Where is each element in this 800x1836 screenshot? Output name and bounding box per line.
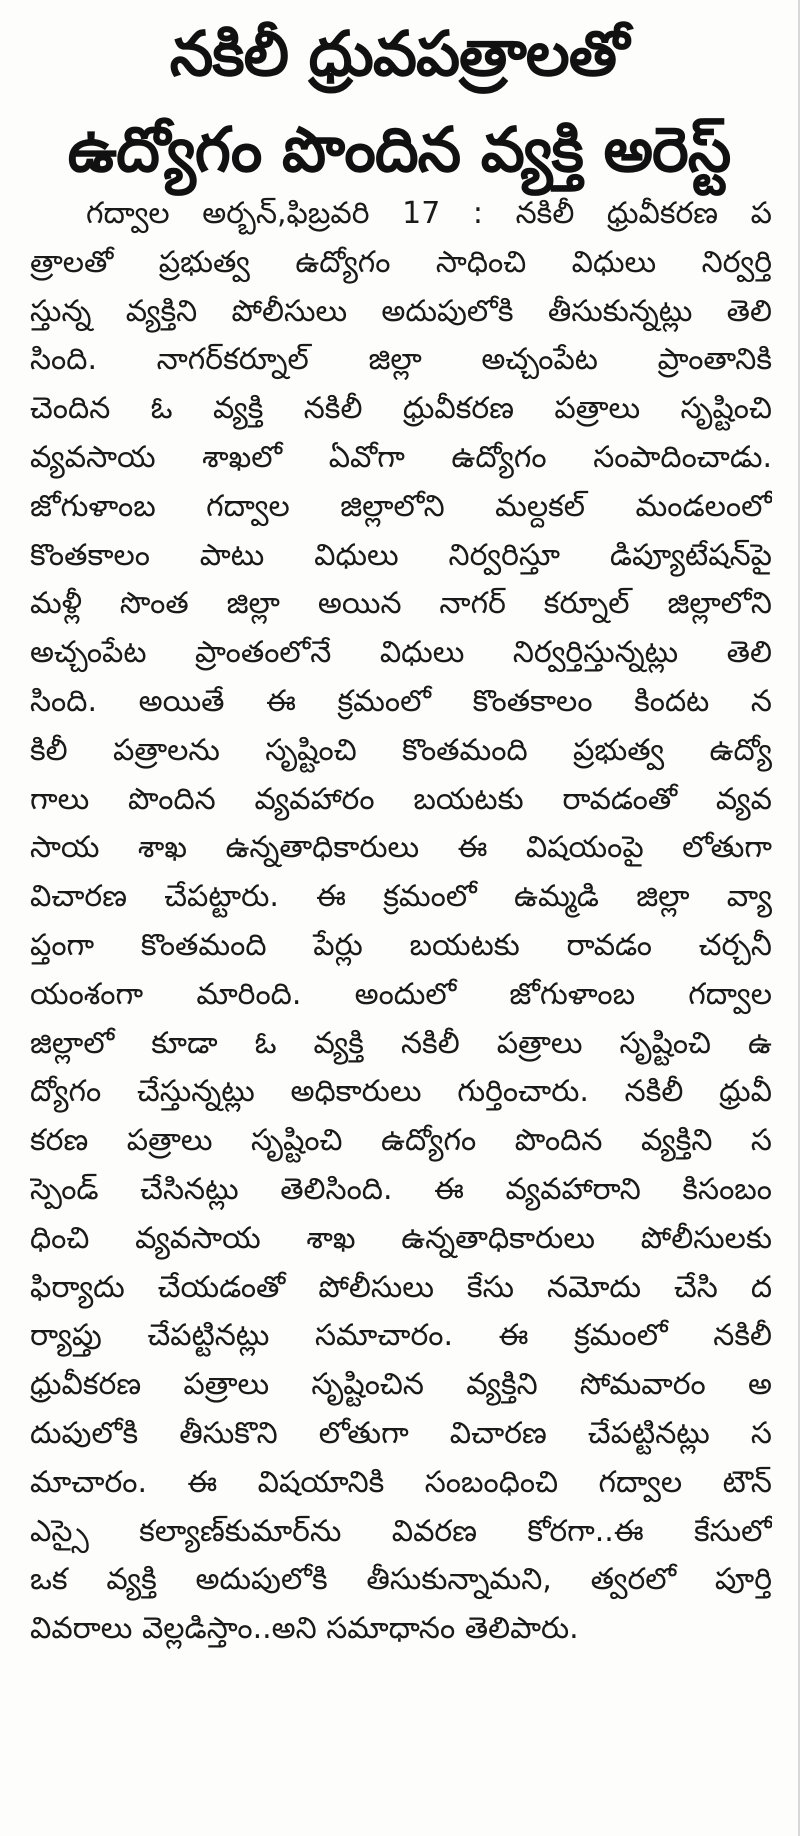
headline xyxy=(0,0,798,198)
body-line: గాలు పొందిన వ్యవహారం బయటకు రావడంతో వ్యవ xyxy=(30,781,772,817)
body-line: ధించి వ్యవసాయ శాఖ ఉన్నతాధికారులు పోలీసులకు xyxy=(30,1220,772,1256)
body-line: ఎస్సై కల్యాణ్‌కుమార్‌ను వివరణ కోరగా..ఈ కేసులో xyxy=(30,1513,772,1549)
body-line: ప్తంగా కొంతమంది పేర్లు బయటకు రావడం చర్చనీ xyxy=(30,927,772,963)
body-line: చెందిన ఓ వ్యక్తి నకిలీ ధ్రువీకరణ పత్రాలు సృష్టించి xyxy=(30,391,772,427)
body-line: కిలీ పత్రాలను సృష్టించి కొంతమంది ప్రభుత్వ ఉద్యో xyxy=(30,732,772,768)
body-line: జోగుళాంబ గద్వాల జిల్లాలోని మల్దకల్ మండలంలో xyxy=(30,488,772,524)
body-line: గద్వాల అర్బన్,ఫిబ్రవరి 17 : నకిలీ ధ్రువీకరణ ప xyxy=(86,196,772,231)
body-line: స్తున్న వ్యక్తిని పోలీసులు అదుపులోకి తీసుకున్నట్లు తెలి xyxy=(30,293,772,329)
body-line: సింది. అయితే ఈ క్రమంలో కొంతకాలం కిందట న xyxy=(30,683,772,719)
body-line: కొంతకాలం పాటు విధులు నిర్వరిస్తూ డిప్యూటేషన్‌పై xyxy=(30,537,772,573)
body-line: సింది. నాగర్‌కర్నూల్ జిల్లా అచ్చంపేట ప్రాంతానికి xyxy=(30,342,772,378)
body-line: ఫిర్యాదు చేయడంతో పోలీసులు కేసు నమోదు చేసి ద xyxy=(30,1269,772,1305)
body-line: సాయ శాఖ ఉన్నతాధికారులు ఈ విషయంపై లోతుగా xyxy=(30,830,772,866)
body-line: విచారణ చేపట్టారు. ఈ క్రమంలో ఉమ్మడి జిల్లా వ్యా xyxy=(30,879,772,915)
body-line: ఒక వ్యక్తి అదుపులోకి తీసుకున్నామని, త్వరలో పూర్తి xyxy=(30,1562,772,1598)
article-body xyxy=(30,190,772,1654)
body-line: ధ్రువీకరణ పత్రాలు సృష్టించిన వ్యక్తిని సోమవారం అ xyxy=(30,1367,772,1403)
body-line: స్పెండ్ చేసినట్లు తెలిసింది. ఈ వ్యవహారాని కిసంబం xyxy=(30,1171,772,1207)
body-line: ర్యాప్తు చేపట్టినట్లు సమాచారం. ఈ క్రమంలో నకిలీ xyxy=(30,1318,772,1354)
body-line: త్రాలతో ప్రభుత్వ ఉద్యోగం సాధించి విధులు నిర్వర్తి xyxy=(30,244,772,280)
body-line: జిల్లాలో కూడా ఓ వ్యక్తి నకిలీ పత్రాలు సృష్టించి ఉ xyxy=(30,1025,772,1061)
body-line: దుపులోకి తీసుకొని లోతుగా విచారణ చేపట్టినట్లు స xyxy=(30,1415,772,1451)
body-line: అచ్చంపేట ప్రాంతంలోనే విధులు నిర్వర్తిస్తున్నట్లు తెలి xyxy=(30,635,772,671)
body-line: మళ్లీ సొంత జిల్లా అయిన నాగర్ కర్నూల్ జిల్లాలోని xyxy=(30,586,772,622)
headline-line-1: నకిలీ ధ్రువపత్రాలతో xyxy=(169,17,629,90)
body-line: మాచారం. ఈ విషయానికి సంబంధించి గద్వాల టౌన్ xyxy=(30,1464,772,1500)
body-line: వ్యవసాయ శాఖలో ఏవోగా ఉద్యోగం సంపాదించాడు. xyxy=(30,439,772,475)
body-line: వివరాలు వెల్లడిస్తాం..అని సమాధానం తెలిపారు. xyxy=(30,1611,579,1647)
headline-line-2: ఉద్యోగం పొందిన వ్యక్తి అరెస్ట్ xyxy=(67,113,731,186)
body-line: కరణ పత్రాలు సృష్టించి ఉద్యోగం పొందిన వ్యక్తిని స xyxy=(30,1123,772,1159)
body-line: యంశంగా మారింది. అందులో జోగుళాంబ గద్వాల xyxy=(30,976,772,1012)
body-line: ద్యోగం చేస్తున్నట్లు అధికారులు గుర్తించారు. నకిలీ ధ్రువీ xyxy=(30,1074,772,1110)
